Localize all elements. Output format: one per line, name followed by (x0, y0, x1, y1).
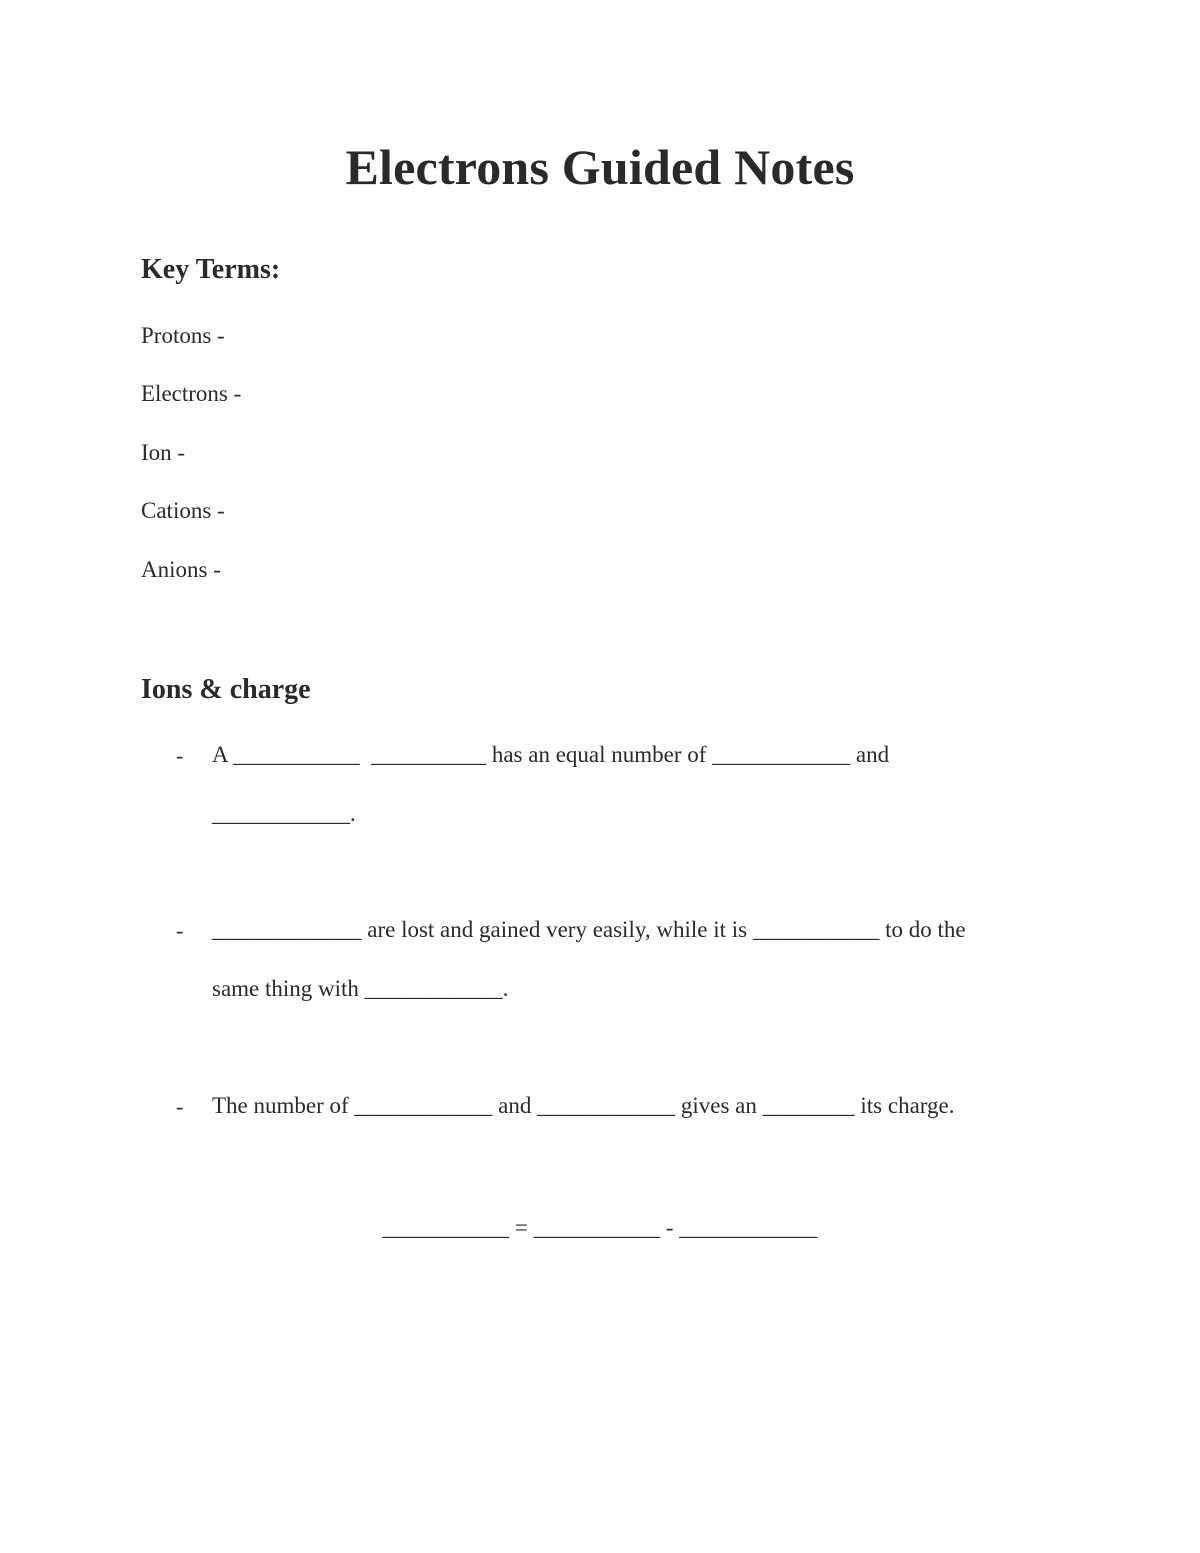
key-term-electrons: Electrons - (141, 381, 242, 406)
key-terms-heading: Key Terms: (141, 254, 281, 285)
key-term-anions: Anions - (141, 557, 221, 582)
bullet-marker: - (176, 743, 184, 768)
key-term-cations: Cations - (141, 498, 225, 523)
bullet-2-line-1: _____________ are lost and gained very easily, while it is ___________ to do the (212, 917, 966, 942)
bullet-2-line-2: same thing with ____________. (212, 976, 509, 1001)
bullet-1-line-2: ____________. (212, 801, 356, 826)
key-term-protons: Protons - (141, 323, 225, 348)
bullet-marker: - (176, 918, 184, 943)
bullet-3-line-1: The number of ____________ and ____________ gives an ________ its charge. (212, 1093, 955, 1118)
bullet-1-line-1: A ___________ __________ has an equal number of ____________ and (212, 742, 890, 767)
charge-formula: ___________ = ___________ - ____________ (382, 1215, 818, 1240)
ions-charge-heading: Ions & charge (141, 674, 311, 705)
document-title: Electrons Guided Notes (345, 139, 855, 195)
key-term-ion: Ion - (141, 440, 186, 465)
bullet-marker: - (176, 1094, 184, 1119)
